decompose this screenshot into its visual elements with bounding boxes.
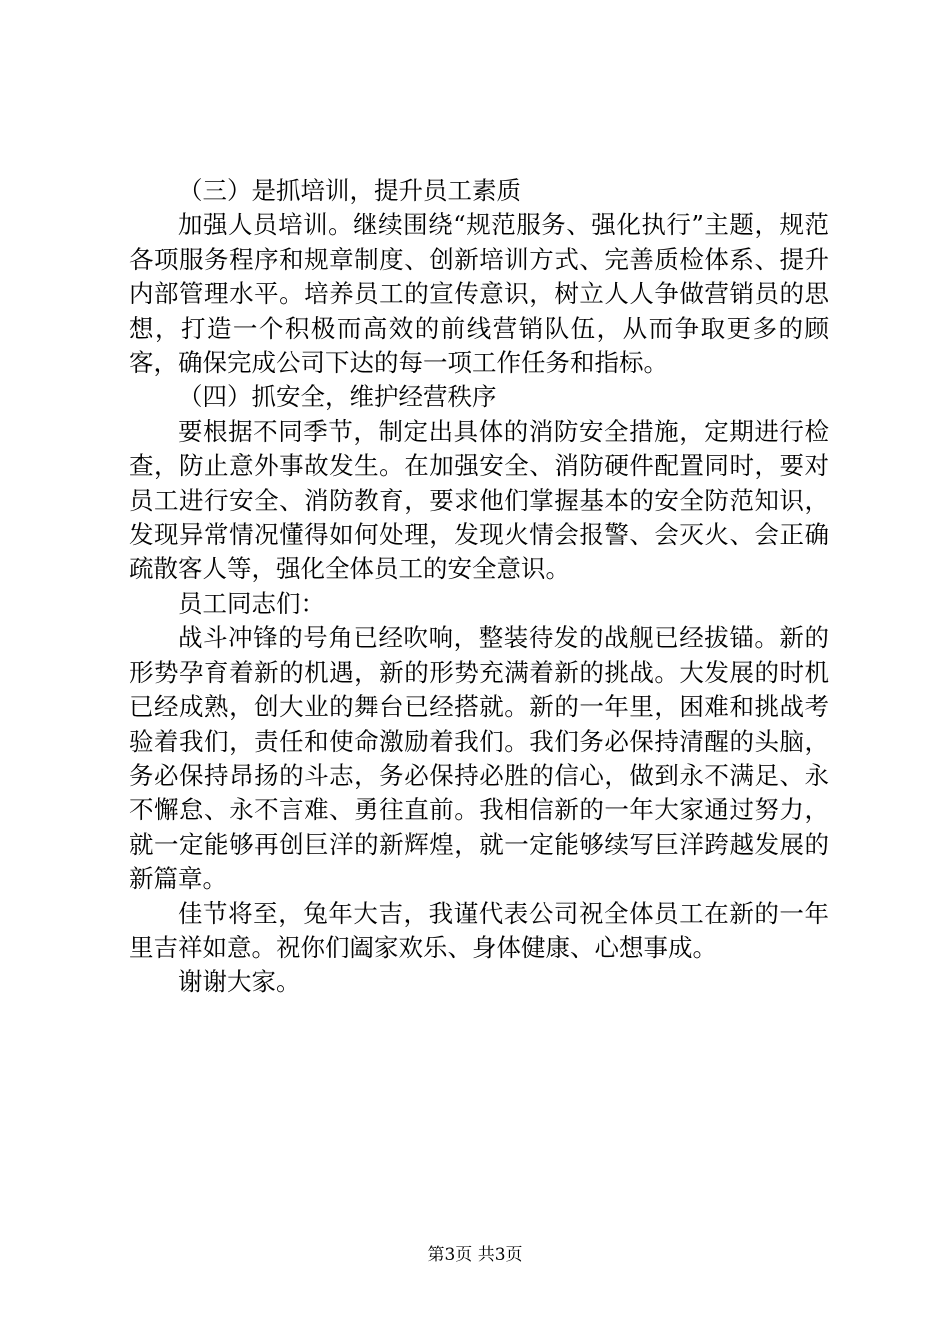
paragraph-safety: 要根据不同季节，制定出具体的消防安全措施，定期进行检查，防止意外事故发生。在加强安全、消防硬件配置同时，要对员工进行安全、消防教育，要求他们掌握基本的安全防范知识，发现异常情况懂得如何处理，发现火情会报警、会灭火、会正确疏散客人等，强化全体员工的安全意识。: [129, 416, 829, 584]
section-heading-safety: （四）抓安全，维护经营秩序: [178, 382, 497, 412]
closing-thanks: 谢谢大家。: [178, 967, 301, 997]
salutation: 员工同志们：: [178, 588, 325, 618]
section-heading-training: （三）是抓培训，提升员工素质: [178, 176, 521, 205]
paragraph-holiday-wishes: 佳节将至，兔年大吉，我谨代表公司祝全体员工在新的一年里吉祥如意。祝你们阖家欢乐、身体健康、心想事成。: [129, 898, 829, 962]
page-number-footer: 第3页 共3页: [427, 1245, 523, 1265]
document-body: [129, 174, 829, 1000]
paragraph-training: 加强人员培训。继续围绕“规范服务、强化执行”主题，规范各项服务程序和规章制度、创新培训方式、完善质检体系、提升内部管理水平。培养员工的宣传意识，树立人人争做营销员的思想，打造一个积极而高效的前线营销队伍，从而争取更多的顾客，确保完成公司下达的每一项工作任务和指标。: [129, 210, 829, 378]
paragraph-call-to-action: 战斗冲锋的号角已经吹响，整装待发的战舰已经拔锚。新的形势孕育着新的机遇，新的形势充满着新的挑战。大发展的时机已经成熟，创大业的舞台已经搭就。新的一年里，困难和挑战考验着我们，责任和使命激励着我们。我们务必保持清醒的头脑，务必保持昂扬的斗志，务必保持必胜的信心，做到永不满足、永不懈怠、永不言难、勇往直前。我相信新的一年大家通过努力，就一定能够再创巨洋的新辉煌，就一定能够续写巨洋跨越发展的新篇章。: [129, 623, 829, 894]
